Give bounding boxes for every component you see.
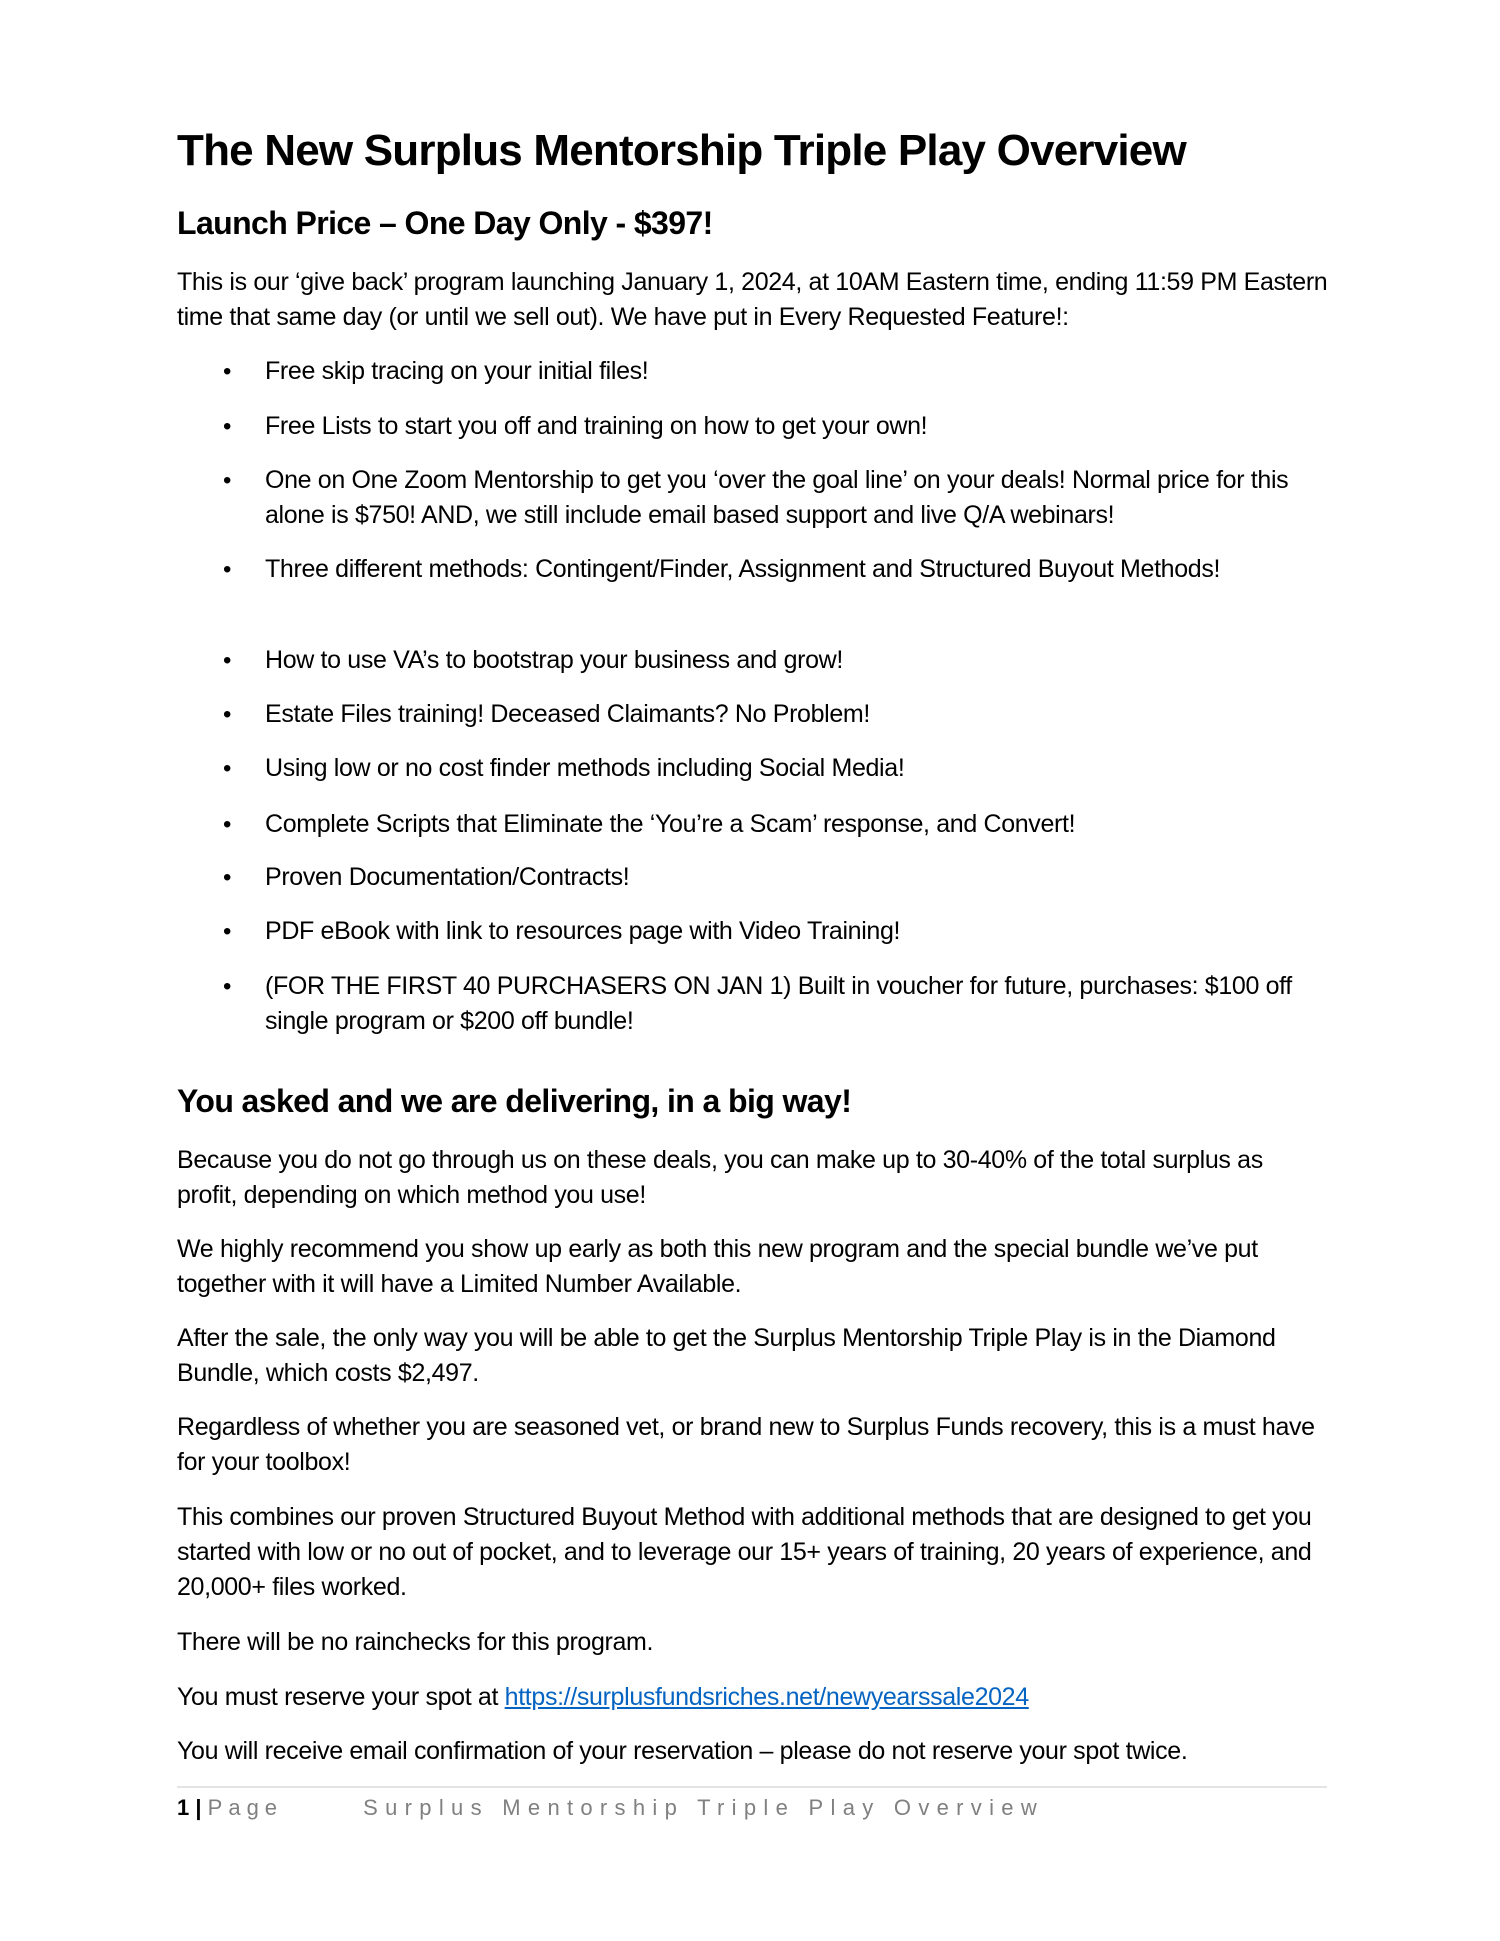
confirmation-paragraph: You will receive email confirmation of your reservation – please do not reserve your spot twice. <box>177 1737 1188 1765</box>
paragraph: Regardless of whether you are seasoned vet, or brand new to Surplus Funds recovery, this is a must have for your toolbox! <box>177 1413 1315 1476</box>
intro-paragraph: This is our ‘give back’ program launching January 1, 2024, at 10AM Eastern time, ending 11:59 PM Eastern time that same day (or until we sell out). We have put in Every Requested Feature!: <box>177 268 1328 331</box>
feature-item: • Complete Scripts that Eliminate the ‘You’re a Scam’ response, and Convert! <box>265 807 1345 842</box>
paragraph: After the sale, the only way you will be able to get the Surplus Mentorship Triple Play is in the Diamond Bundle, which costs $2,497. <box>177 1324 1276 1387</box>
feature-item: • How to use VA’s to bootstrap your business and grow! <box>265 643 1345 678</box>
footer-doc-title: Surplus Mentorship Triple Play Overview <box>363 1795 1045 1820</box>
footer-separator: | <box>195 1795 202 1820</box>
paragraph: This combines our proven Structured Buyout Method with additional methods that are designed to get you started with low or no out of pocket, and to leverage our 15+ years of training, 20 years of experience, and 20,000+ files worked. <box>177 1503 1312 1601</box>
reserve-text: You must reserve your spot at <box>177 1683 505 1711</box>
reserve-link[interactable]: https://surplusfundsriches.net/newyearssale2024 <box>504 1683 1029 1711</box>
paragraph: We highly recommend you show up early as both this new program and the special bundle we’ve put together with it will have a Limited Number Available. <box>177 1235 1258 1298</box>
feature-item: • Free skip tracing on your initial files! <box>265 354 1345 389</box>
page-label: Page <box>207 1795 284 1820</box>
page-number: 1 <box>177 1795 190 1820</box>
launch-price-heading: Launch Price – One Day Only - $397! <box>177 205 713 241</box>
document-title: The New Surplus Mentorship Triple Play Overview <box>177 126 1186 175</box>
paragraph: There will be no rainchecks for this program. <box>177 1628 654 1656</box>
feature-item: • PDF eBook with link to resources page with Video Training! <box>265 914 1345 949</box>
reserve-paragraph <box>177 1680 1337 1715</box>
footer-divider <box>177 1786 1327 1788</box>
feature-item: • Free Lists to start you off and training on how to get your own! <box>265 409 1345 444</box>
feature-item: • One on One Zoom Mentorship to get you ‘over the goal line’ on your deals! Normal price for this alone is $750! AND, we still include email based support and live Q/A webinars! <box>265 463 1345 533</box>
feature-item: • Estate Files training! Deceased Claimants? No Problem! <box>265 697 1345 732</box>
feature-item: • Three different methods: Contingent/Finder, Assignment and Structured Buyout Methods! <box>265 552 1265 587</box>
paragraph: Because you do not go through us on these deals, you can make up to 30-40% of the total surplus as profit, depending on which method you use! <box>177 1146 1263 1209</box>
feature-item: • Proven Documentation/Contracts! <box>265 860 1345 895</box>
page-footer <box>177 1794 1044 1822</box>
feature-item: • (FOR THE FIRST 40 PURCHASERS ON JAN 1) Built in voucher for future, purchases: $100 off single program or $200 off bundle! <box>265 969 1315 1039</box>
section-heading: You asked and we are delivering, in a big way! <box>177 1083 852 1119</box>
feature-item: • Using low or no cost finder methods including Social Media! <box>265 751 1345 786</box>
